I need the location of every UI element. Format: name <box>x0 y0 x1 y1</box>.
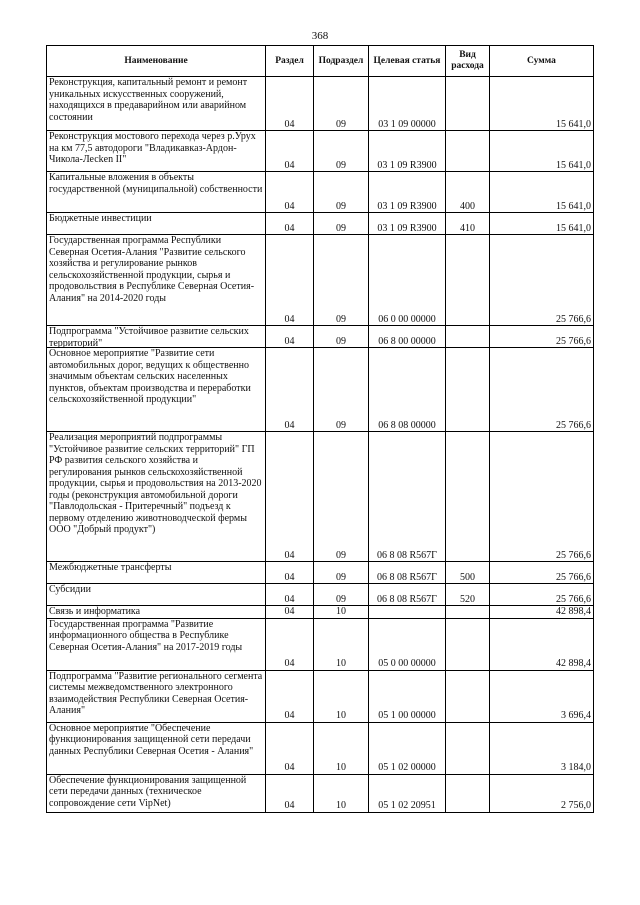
row-celevaya <box>369 606 446 619</box>
table-row <box>47 131 594 172</box>
row-vid: 410 <box>446 213 490 235</box>
row-name <box>47 606 266 619</box>
row-podrazdel: 09 <box>314 235 369 326</box>
row-summa: 25 766,6 <box>490 326 594 348</box>
row-razdel: 04 <box>266 722 314 774</box>
row-podrazdel: 09 <box>314 584 369 606</box>
row-razdel: 04 <box>266 774 314 812</box>
row-name <box>47 172 266 213</box>
row-name <box>47 235 266 326</box>
row-summa: 3 184,0 <box>490 722 594 774</box>
row-name-text: Реконструкция мостового перехода через р.Урух на км 77,5 автодороги "Владикавказ-Ардон-Чикола-Лесken II" <box>49 131 256 165</box>
row-name <box>47 774 266 812</box>
row-razdel: 04 <box>266 172 314 213</box>
row-name <box>47 562 266 584</box>
table-row <box>47 722 594 774</box>
row-name <box>47 618 266 670</box>
row-vid <box>446 326 490 348</box>
row-podrazdel: 09 <box>314 326 369 348</box>
row-name-text: Основное мероприятие "Развитие сети автомобильных дорог, ведущих к общественно значимым объектам сельских населенных пунктов, объектам производства и переработки сельскохозяйственной продукции" <box>49 348 251 405</box>
row-vid <box>446 618 490 670</box>
row-razdel: 04 <box>266 432 314 562</box>
table-header-row <box>47 46 594 77</box>
row-razdel: 04 <box>266 348 314 432</box>
row-podrazdel: 09 <box>314 172 369 213</box>
row-name <box>47 584 266 606</box>
table-row <box>47 584 594 606</box>
row-summa: 25 766,6 <box>490 584 594 606</box>
table-row <box>47 348 594 432</box>
row-summa: 15 641,0 <box>490 131 594 172</box>
header-summa: Сумма <box>490 46 594 77</box>
table-row <box>47 172 594 213</box>
row-vid: 500 <box>446 562 490 584</box>
row-name <box>47 722 266 774</box>
row-podrazdel: 09 <box>314 348 369 432</box>
table-row <box>47 235 594 326</box>
row-name <box>47 131 266 172</box>
table-row <box>47 326 594 348</box>
row-summa: 3 696,4 <box>490 670 594 722</box>
row-vid <box>446 348 490 432</box>
row-name <box>47 432 266 562</box>
row-celevaya: 06 8 00 00000 <box>369 326 446 348</box>
table-row <box>47 432 594 562</box>
row-name-text: Государственная программа Республики Северная Осетия-Алания "Развитие сельского хозяйства и регулирование рынков сельскохозяйственной продукции, сырья и продовольствия в Республике Северная Осетия-Алания" на 2014-2020 годы <box>49 235 255 304</box>
row-vid <box>446 670 490 722</box>
page-number: 368 <box>311 30 329 42</box>
row-podrazdel: 10 <box>314 670 369 722</box>
row-razdel: 04 <box>266 213 314 235</box>
row-razdel: 04 <box>266 131 314 172</box>
row-razdel: 04 <box>266 606 314 619</box>
row-summa: 25 766,6 <box>490 562 594 584</box>
row-name <box>47 326 266 348</box>
row-podrazdel: 09 <box>314 131 369 172</box>
table-row <box>47 77 594 131</box>
row-vid: 400 <box>446 172 490 213</box>
table-row <box>47 562 594 584</box>
row-name-text: Подпрограмма "Развитие регионального сегмента системы межведомственного электронного взаимодействия Республики Северная Осетия-Алания" <box>49 670 263 716</box>
row-vid <box>446 131 490 172</box>
row-name-text: Основное мероприятие "Обеспечение функционирования защищенной сети передачи данных Республики Северная Осетия - Алания" <box>49 722 254 757</box>
row-name <box>47 670 266 722</box>
row-summa: 15 641,0 <box>490 213 594 235</box>
table-row <box>47 606 594 619</box>
row-name-text: Государственная программа "Развитие информационного общества в Республике Северная Осетия-Алания" на 2017-2019 годы <box>49 618 243 653</box>
row-razdel: 04 <box>266 618 314 670</box>
row-podrazdel: 10 <box>314 774 369 812</box>
row-summa: 25 766,6 <box>490 235 594 326</box>
header-celevaya: Целевая статья <box>369 46 446 77</box>
row-celevaya: 06 8 08 R567Г <box>369 584 446 606</box>
row-razdel: 04 <box>266 562 314 584</box>
row-summa: 42 898,4 <box>490 618 594 670</box>
row-podrazdel: 09 <box>314 562 369 584</box>
row-celevaya: 03 1 09 R3900 <box>369 131 446 172</box>
row-celevaya: 06 8 08 00000 <box>369 348 446 432</box>
row-name-text: Подпрограмма "Устойчивое развитие сельских территорий" <box>49 326 249 347</box>
row-name-text: Бюджетные инвестиции <box>49 213 152 224</box>
row-podrazdel: 10 <box>314 618 369 670</box>
row-podrazdel: 10 <box>314 606 369 619</box>
row-vid <box>446 774 490 812</box>
row-celevaya: 06 0 00 00000 <box>369 235 446 326</box>
table-body <box>47 77 594 813</box>
row-name-text: Обеспечение функционирования защищенной сети передачи данных (техническое сопровождение сети VipNet) <box>49 774 247 809</box>
row-celevaya: 05 0 00 00000 <box>369 618 446 670</box>
header-vid: Вид расхода <box>446 46 490 77</box>
row-celevaya: 05 1 02 20951 <box>369 774 446 812</box>
row-vid <box>446 77 490 131</box>
row-razdel: 04 <box>266 77 314 131</box>
row-summa: 25 766,6 <box>490 432 594 562</box>
row-summa: 25 766,6 <box>490 348 594 432</box>
row-celevaya: 06 8 08 R567Г <box>369 562 446 584</box>
row-name <box>47 348 266 432</box>
row-vid <box>446 722 490 774</box>
row-summa: 2 756,0 <box>490 774 594 812</box>
header-razdel: Раздел <box>266 46 314 77</box>
row-celevaya: 03 1 09 00000 <box>369 77 446 131</box>
row-name-text: Капитальные вложения в объекты государственной (муниципальной) собственности <box>49 172 263 195</box>
row-celevaya: 05 1 02 00000 <box>369 722 446 774</box>
table-row <box>47 213 594 235</box>
row-razdel: 04 <box>266 235 314 326</box>
table-row <box>47 670 594 722</box>
table-row <box>47 774 594 812</box>
row-razdel: 04 <box>266 670 314 722</box>
row-vid <box>446 235 490 326</box>
row-celevaya: 03 1 09 R3900 <box>369 172 446 213</box>
row-celevaya: 03 1 09 R3900 <box>369 213 446 235</box>
row-podrazdel: 09 <box>314 432 369 562</box>
row-name-text: Реконструкция, капитальный ремонт и ремонт уникальных искусственных сооружений, находящихся в предаварийном или аварийном состоянии <box>49 77 248 123</box>
header-name: Наименование <box>47 46 266 77</box>
row-razdel: 04 <box>266 326 314 348</box>
row-name <box>47 213 266 235</box>
row-vid: 520 <box>446 584 490 606</box>
row-summa: 15 641,0 <box>490 172 594 213</box>
budget-table <box>46 45 594 813</box>
row-name-text: Субсидии <box>49 584 91 595</box>
row-vid <box>446 432 490 562</box>
row-summa: 15 641,0 <box>490 77 594 131</box>
row-vid <box>446 606 490 619</box>
row-name <box>47 77 266 131</box>
row-name-text: Межбюджетные трансферты <box>49 562 172 573</box>
row-name-text: Реализация мероприятий подпрограммы "Устойчивое развитие сельских территорий" ГП РФ развития сельского хозяйства и регулирования рынков сельскохозяйственной продукции, сырья и продовольствия на 2013-2020 годы (реконструкция автомобильной дороги "Павлодольская - Притеречный" подъезд к первому отделению животноводческой фермы ООО "Добрый продукт") <box>49 432 262 535</box>
row-razdel: 04 <box>266 584 314 606</box>
row-celevaya: 06 8 08 R567Г <box>369 432 446 562</box>
row-podrazdel: 09 <box>314 77 369 131</box>
header-podrazdel: Подраздел <box>314 46 369 77</box>
row-podrazdel: 09 <box>314 213 369 235</box>
row-name-text: Связь и информатика <box>49 606 141 617</box>
row-celevaya: 05 1 00 00000 <box>369 670 446 722</box>
table-row <box>47 618 594 670</box>
row-podrazdel: 10 <box>314 722 369 774</box>
row-summa: 42 898,4 <box>490 606 594 619</box>
